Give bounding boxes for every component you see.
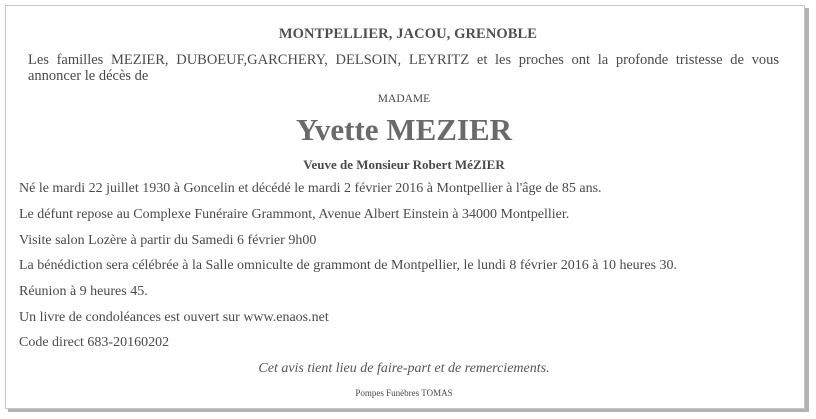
funeral-home-signature: Pompes Funèbres TOMAS bbox=[355, 388, 453, 398]
condolence-book-line: Un livre de condoléances est ouvert sur www.enaos.net bbox=[19, 310, 329, 325]
deceased-title: MADAME bbox=[377, 93, 431, 105]
notice-intro-text: Les familles MEZIER, DUBOEUF,GARCHERY, DELSOIN, LEYRITZ et les proches ont la profonde tristesse de vous annoncer le décès de bbox=[28, 52, 779, 84]
direct-code-line: Code direct 683-20160202 bbox=[19, 335, 170, 350]
meeting-line: Réunion à 9 heures 45. bbox=[19, 284, 148, 299]
deceased-name: Yvette MEZIER bbox=[295, 112, 513, 147]
birth-death-line: Né le mardi 22 juillet 1930 à Goncelin et décédé le mardi 2 février 2016 à Montpellier à l'âge de 85 ans. bbox=[19, 181, 602, 196]
closing-remark: Cet avis tient lieu de faire-part et de remerciements. bbox=[258, 361, 550, 376]
resting-place-line: Le défunt repose au Complexe Funéraire Grammont, Avenue Albert Einstein à 34000 Montpellier. bbox=[19, 207, 570, 222]
blessing-line: La bénédiction sera célébrée à la Salle omniculte de grammont de Montpellier, le lundi 8 février 2016 à 10 heures 30. bbox=[19, 258, 677, 273]
notice-locations-heading: MONTPELLIER, JACOU, GRENOBLE bbox=[278, 26, 538, 42]
visit-line: Visite salon Lozère à partir du Samedi 6 février 9h00 bbox=[19, 233, 317, 248]
widow-of-line: Veuve de Monsieur Robert MéZIER bbox=[303, 157, 505, 172]
